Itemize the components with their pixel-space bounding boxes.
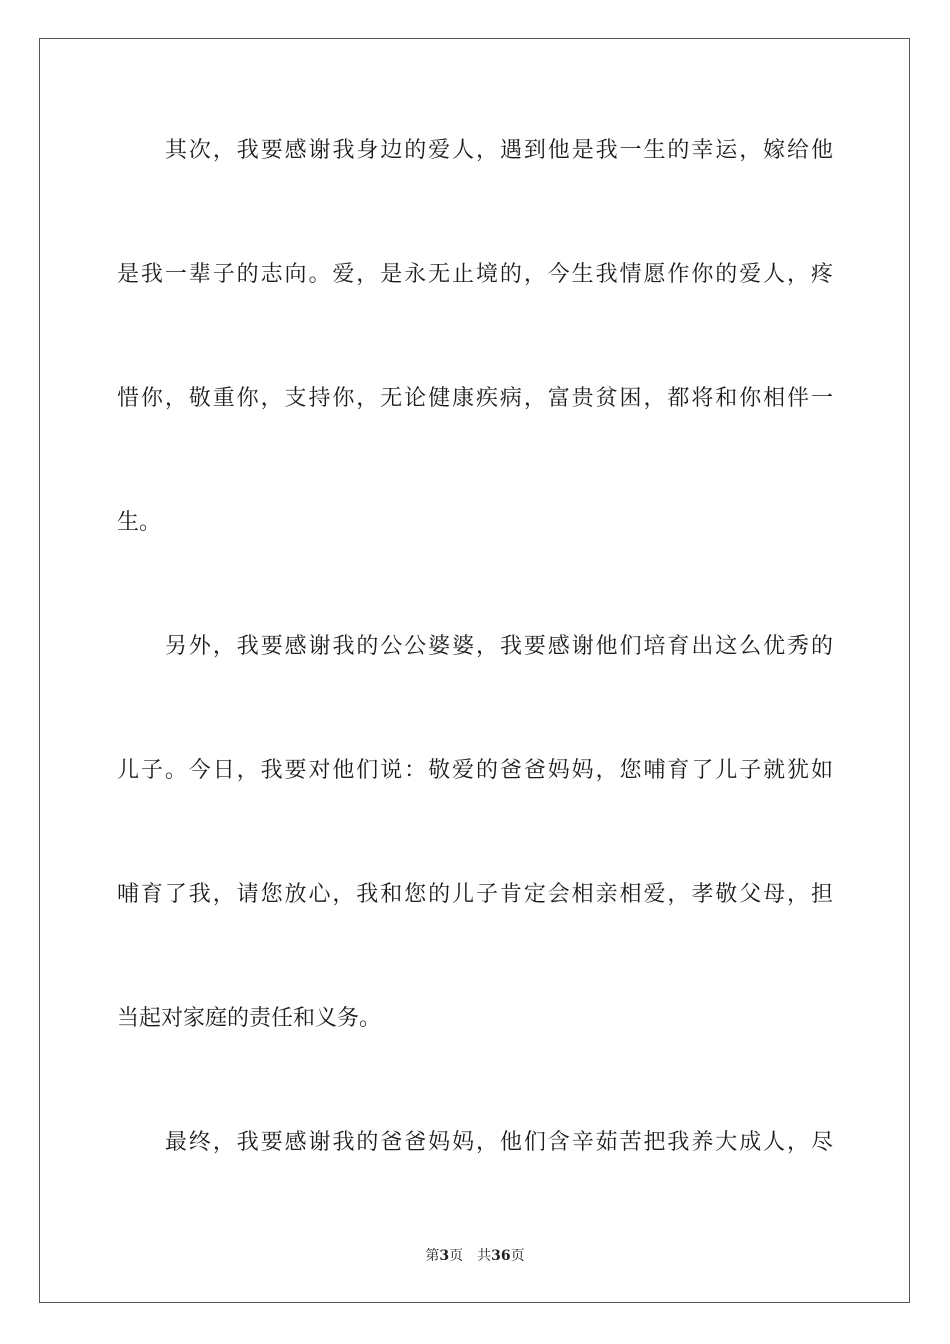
page-suffix: 页 (449, 1248, 464, 1264)
paragraph-2-line-3: 哺育了我，请您放心，我和您的儿子肯定会相亲相爱，孝敬父母，担 (117, 882, 833, 907)
paragraph-2-line-2: 儿子。今日，我要对他们说：敬爱的爸爸妈妈，您哺育了儿子就犹如 (117, 758, 833, 783)
paragraph-2-line-1: 另外，我要感谢我的公公婆婆，我要感谢他们培育出这么优秀的 (165, 634, 833, 659)
page-prefix: 第 (425, 1248, 440, 1264)
paragraph-3-line-1: 最终，我要感谢我的爸爸妈妈，他们含辛茹苦把我养大成人，尽 (165, 1130, 833, 1155)
page-footer (0, 1246, 950, 1266)
paragraph-1-line-4: 生。 (117, 510, 162, 535)
paragraph-1-line-3: 惜你，敬重你，支持你，无论健康疾病，富贵贫困，都将和你相伴一 (117, 386, 833, 411)
total-prefix: 共 (477, 1248, 492, 1264)
paragraph-1-line-2: 是我一辈子的志向。爱，是永无止境的，今生我情愿作你的爱人，疼 (117, 262, 833, 287)
total-suffix: 页 (510, 1248, 525, 1264)
paragraph-2-line-4: 当起对家庭的责任和义务。 (117, 1006, 382, 1031)
paragraph-1-line-1: 其次，我要感谢我身边的爱人，遇到他是我一生的幸运，嫁给他 (165, 138, 833, 163)
page-number: 3 (439, 1248, 450, 1264)
total-pages: 36 (491, 1248, 511, 1264)
page-border (39, 38, 910, 1303)
